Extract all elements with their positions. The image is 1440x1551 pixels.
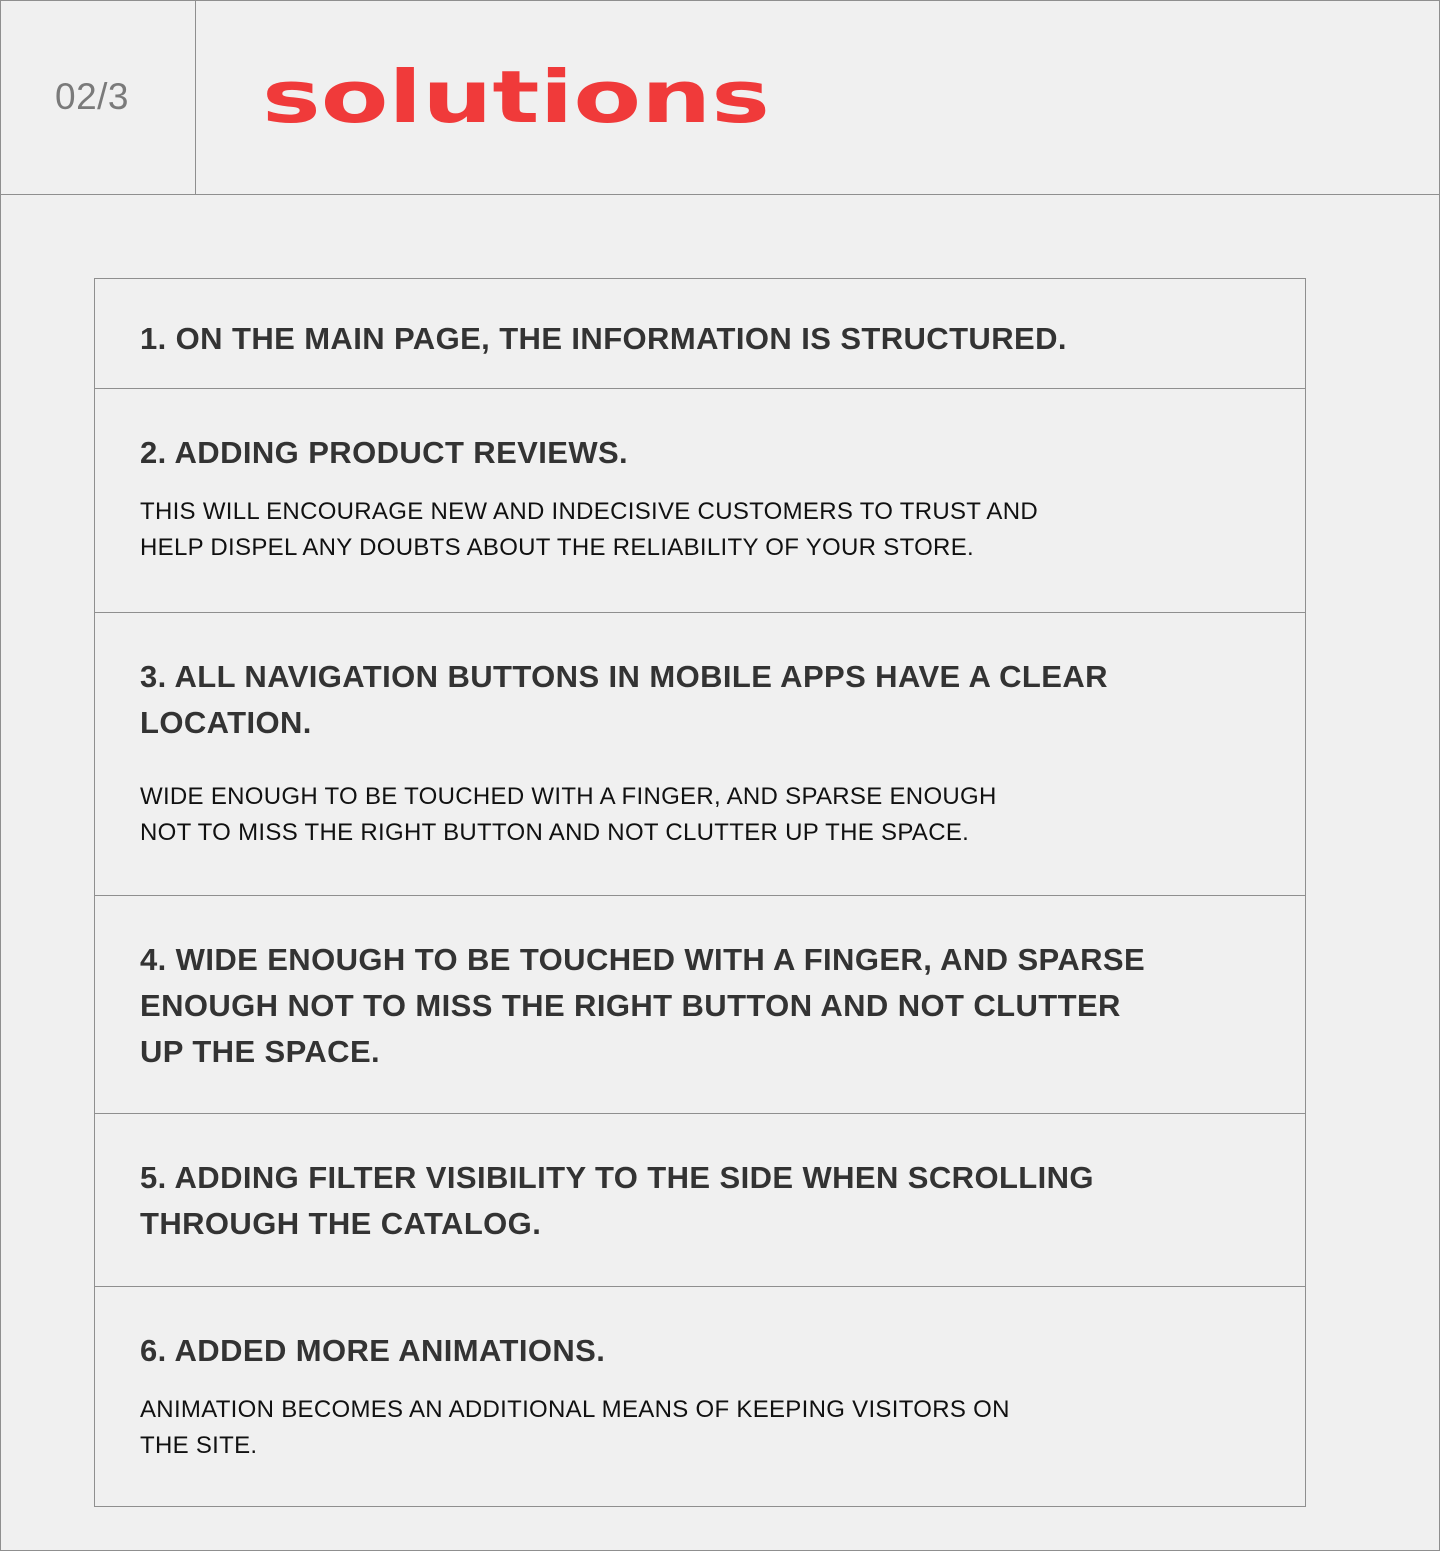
list-item — [95, 388, 1305, 612]
item-description: ANIMATION BECOMES AN ADDITIONAL MEANS OF KEEPING VISITORS ON THE SITE. — [140, 1396, 1010, 1459]
list-item — [95, 1113, 1305, 1286]
item-title: 5. ADDING FILTER VISIBILITY TO THE SIDE WHEN SCROLLING THROUGH THE CATALOG. — [140, 1160, 1094, 1241]
item-title: 1. ON THE MAIN PAGE, THE INFORMATION IS STRUCTURED. — [140, 321, 1067, 356]
item-description: WIDE ENOUGH TO BE TOUCHED WITH A FINGER, AND SPARSE ENOUGH NOT TO MISS THE RIGHT BUTTON AND NOT CLUTTER UP THE SPACE. — [140, 783, 997, 846]
page-counter: 02/3 — [55, 76, 130, 117]
page-header — [0, 0, 1440, 195]
item-description: THIS WILL ENCOURAGE NEW AND INDECISIVE CUSTOMERS TO TRUST AND HELP DISPEL ANY DOUBTS ABOUT THE RELIABILITY OF YOUR STORE. — [140, 498, 1039, 561]
list-item — [95, 612, 1305, 895]
counter-cell — [0, 0, 196, 195]
list-item — [95, 1286, 1305, 1506]
item-title: 4. WIDE ENOUGH TO BE TOUCHED WITH A FINGER, AND SPARSE ENOUGH NOT TO MISS THE RIGHT BUTTON AND NOT CLUTTER UP THE SPACE. — [140, 942, 1146, 1069]
list-item — [95, 279, 1305, 388]
item-title: 6. ADDED MORE ANIMATIONS. — [140, 1333, 606, 1368]
item-title: 3. ALL NAVIGATION BUTTONS IN MOBILE APPS HAVE A CLEAR LOCATION. — [140, 659, 1108, 740]
solutions-list — [94, 278, 1306, 1507]
list-item — [95, 895, 1305, 1113]
item-title: 2. ADDING PRODUCT REVIEWS. — [140, 435, 629, 470]
section-title — [262, 50, 782, 140]
section-title-text: solutions — [262, 55, 770, 140]
